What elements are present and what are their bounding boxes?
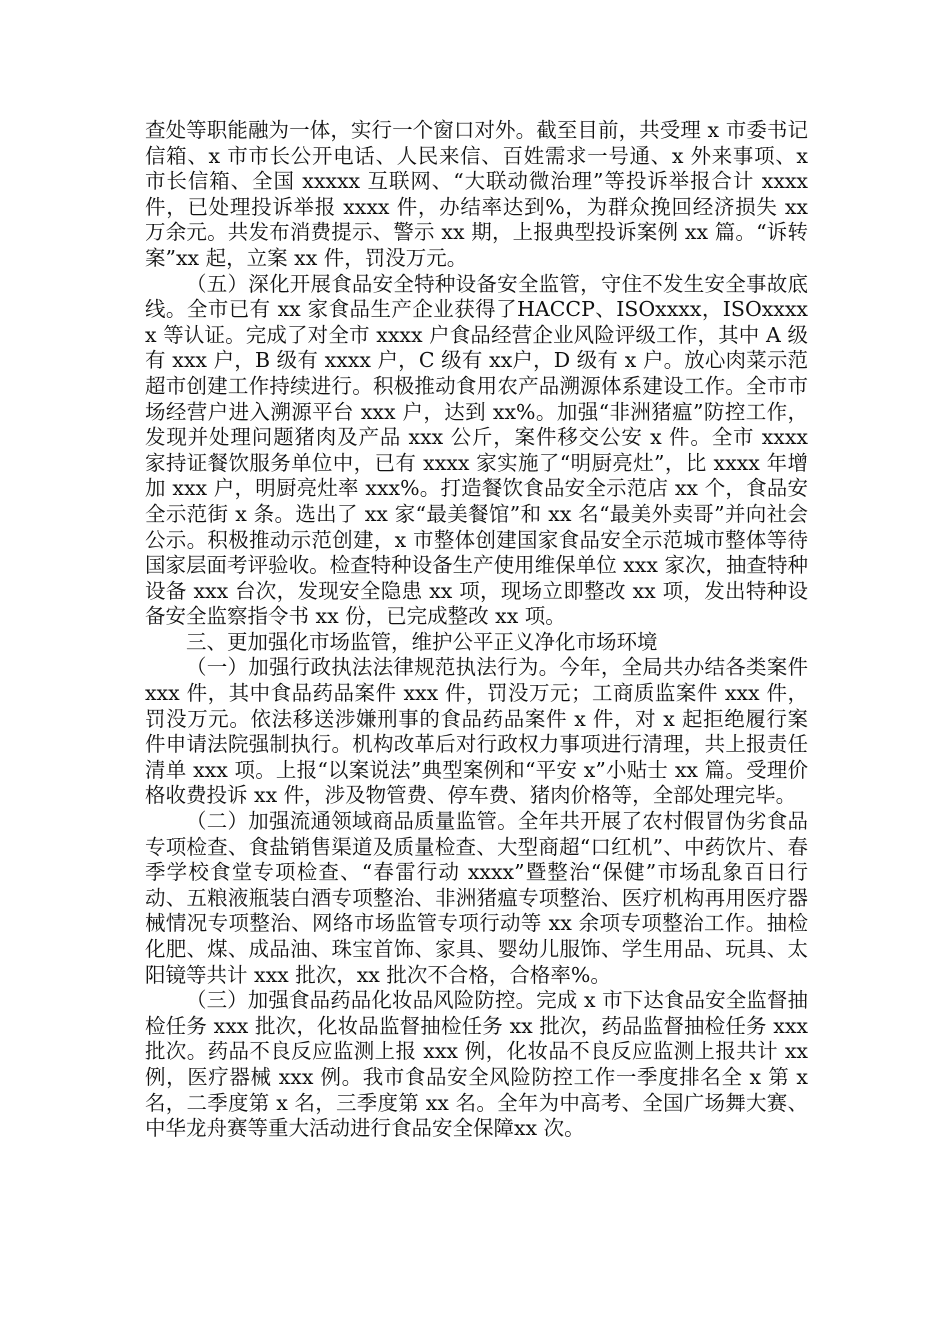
section-heading-market-supervision: 三、更加强化市场监管，维护公平正义净化市场环境 — [186, 629, 658, 654]
paragraph-food-safety-special-equipment: （五）深化开展食品安全特种设备安全监管，守住不发生安全事故底线。全市已有 xx 家食品生产企业获得了HACCP、ISOxxxx，ISOxxxxx 等认证。完成了对全市 xxxx 户食品经营企业风险评级工作，其中 A 级有 xxx 户，B 级有 xxxx 户，C 级有 xx户，D 级有 x 户。放心肉菜示范超市创建工作持续进行。积极推动食用农产品溯源体系建设工作。全市市场经营户进入溯源平台 xxx 户，达到 xx%。加强“非洲猪瘟”防控工作，发现并处理问题猪肉及产品 xxx 公斤，案件移交公安 x 件。全市 xxxx 家持证餐饮服务单位中，已有 xxxx 家实施了“明厨亮灶”，比 xxxx 年增加 xxx 户，明厨亮灶率 xxx%。打造餐饮食品安全示范店 xx 个，食品安全示范街 x 条。选出了 xx 家“最美餐馆”和 xx 名“最美外卖哥”并向社会公示。积极推动示范创建，x 市整体创建国家食品安全示范城市整体等待国家层面考评验收。检查特种设备生产使用维保单位 xxx 家次，抽查特种设备 xxx 台次，发现安全隐患 xx 项，现场立即整改 xx 项，发出特种设备安全监察指令书 xx 份，已完成整改 xx 项。 — [145, 271, 808, 629]
paragraph-product-quality: （二）加强流通领域商品质量监管。全年共开展了农村假冒伪劣食品专项检查、食盐销售渠道及质量检查、大型商超“口红机”、中药饮片、春季学校食堂专项检查、“春雷行动 xxxx”暨整治“保健”市场乱象百日行动、五粮液瓶装白酒专项整治、非洲猪瘟专项整治、医疗机构再用医疗器械情况专项整治、网络市场监管专项行动等 xx 余项专项整治工作。抽检化肥、煤、成品油、珠宝首饰、家具、婴幼儿服饰、学生用品、玩具、太阳镜等共计 xxx 批次，xx 批次不合格，合格率%。 — [145, 809, 808, 987]
paragraph-risk-prevention: （三）加强食品药品化妆品风险防控。完成 x 市下达食品安全监督抽检任务 xxx 批次，化妆品监督抽检任务 xx 批次，药品监督抽检任务 xxx 批次。药品不良反应监测上报 xxx 例，化妆品不良反应监测上报共计 xx 例，医疗器械 xxx 例。我市食品安全风险防控工作一季度排名全 x 第 x 名，二季度第 x 名，三季度第 xx 名。全年为中高考、全国广场舞大赛、中华龙舟赛等重大活动进行食品安全保障xx 次。 — [145, 988, 808, 1141]
paragraph-complaints: 查处等职能融为一体，实行一个窗口对外。截至目前，共受理 x 市委书记信箱、x 市市长公开电话、人民来信、百姓需求一号通、x 外来事项、x 市长信箱、全国 xxxxx 互联网、“大联动微治理”等投诉举报合计 xxxx 件，已处理投诉举报 xxxx 件，办结率达到%，为群众挽回经济损失 xx 万余元。共发布消费提示、警示 xx 期，上报典型投诉案例 xx 篇。“诉转案”xx 起，立案 xx 件，罚没万元。 — [145, 118, 808, 270]
document-body — [145, 118, 808, 1142]
paragraph-administrative-enforcement: （一）加强行政执法法律规范执法行为。今年，全局共办结各类案件 xxx 件，其中食品药品案件 xxx 件，罚没万元；工商质监案件 xxx 件，罚没万元。依法移送涉嫌刑事的食品药品案件 x 件，对 x 起拒绝履行案件申请法院强制执行。机构改革后对行政权力事项进行清理，共上报责任清单 xxx 项。上报“以案说法”典型案例和“平安 x”小贴士 xx 篇。受理价格收费投诉 xx 件，涉及物管费、停车费、猪肉价格等，全部处理完毕。 — [145, 655, 808, 808]
